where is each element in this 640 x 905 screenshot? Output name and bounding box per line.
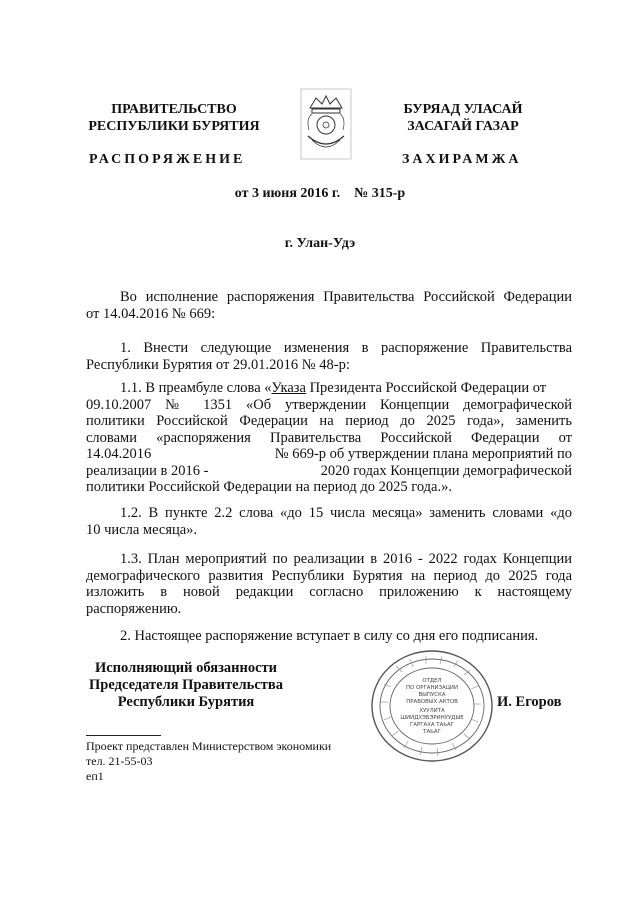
stamp-line-2: ПО ОРГАНИЗАЦИИ <box>406 685 458 691</box>
coat-of-arms-emblem <box>300 88 352 160</box>
org-name-bur-line1: БУРЯАД УЛАСАЙ <box>403 102 523 117</box>
org-name-bur <box>383 101 543 135</box>
doc-type-bur: ЗАХИРАМЖА <box>402 152 522 167</box>
p1-line-1: 1. Внести следующие изменения в распоряжение Правительства <box>120 340 572 356</box>
footer-divider <box>86 735 161 736</box>
stamp-line-5: ХУУЛИТА <box>419 708 445 714</box>
p12-line-2: 10 числа месяца». <box>86 521 198 538</box>
official-stamp <box>366 646 498 766</box>
intro-paragraph <box>86 289 572 322</box>
org-name-ru-line1: ПРАВИТЕЛЬСТВО <box>111 102 237 117</box>
org-name-bur-line2: ЗАСАГАЙ ГАЗАР <box>407 119 519 134</box>
paragraph-1-1 <box>86 380 572 496</box>
intro-line-2: от 14.04.2016 № 669: <box>86 305 216 322</box>
stamp-line-1: ОТДЕЛ <box>422 678 442 684</box>
p12-line-1: 1.2. В пункте 2.2 слова «до 15 числа месяца» заменить словами «до <box>120 505 572 521</box>
stamp-line-7: ГАРГАХА ТАЬАГ <box>410 722 454 728</box>
signatory-title-line1: Исполняющий обязанности <box>94 660 278 676</box>
p11-line-6-b: 2020 годах Концепции демографической <box>320 462 572 479</box>
p11-line-7: политики Российской Федерации на период до 2025 года.». <box>86 479 452 495</box>
p11-line-1-a: 1.1. В преамбуле слова « <box>120 380 272 396</box>
signatory-title-line3: Республики Бурятия <box>117 694 255 710</box>
signatory-title <box>86 660 286 711</box>
p13-line-3: изложить в новой редакции согласно приложению к настоящему <box>86 584 572 600</box>
stamp-line-6: ШИИДХЭБЭРИНУУДЫЕ <box>400 715 464 721</box>
signatory-name: И. Егоров <box>497 694 562 710</box>
footer-note <box>86 739 331 784</box>
p11-line-1 <box>86 380 572 397</box>
intro-line-1: Во исполнение распоряжения Правительства Российской Федерации <box>120 289 572 305</box>
p11-decree-link-text: Указа <box>271 380 306 396</box>
p11-line-6-a: реализации в 2016 - <box>86 462 209 479</box>
stamp-line-4: ПРАВОВЫХ АКТОВ <box>406 699 458 705</box>
p11-line-6 <box>86 463 572 480</box>
p2-line-1: 2. Настоящее распоряжение вступает в силу со дня его подписания. <box>120 628 539 644</box>
paragraph-1-2 <box>86 505 572 538</box>
city: г. Улан-Удэ <box>284 236 356 251</box>
p13-line-4: распоряжению. <box>86 600 182 617</box>
footer-line-2: тел. 21-55-03 <box>86 754 153 768</box>
stamp-line-8: ТАЬАГ <box>423 729 441 735</box>
doc-type-ru: РАСПОРЯЖЕНИЕ <box>89 152 246 167</box>
p11-line-1-b: Президента Российской Федерации от <box>305 380 547 396</box>
p11-line-3: политики Российской Федерации на период до 2025 года», заменить <box>86 413 572 429</box>
p11-line-4: словами «распоряжения Правительства Российской Федерации от <box>86 429 572 446</box>
p13-line-1: 1.3. План мероприятий по реализации в 2016 - 2022 годах Концепции <box>120 551 572 567</box>
signatory-title-line2: Председателя Правительства <box>89 677 283 693</box>
stamp-line-3: ВЫПУСКА <box>418 692 446 698</box>
org-name-ru <box>86 101 262 135</box>
p13-line-2: демографического развития Республики Бурятия на период до 2025 года <box>86 567 572 584</box>
date-number: от 3 июня 2016 г. № 315-р <box>234 186 406 201</box>
paragraph-1 <box>86 340 572 373</box>
p1-line-2: Республики Бурятия от 29.01.2016 № 48-р: <box>86 356 350 373</box>
p11-line-5-a: 14.04.2016 <box>86 446 152 462</box>
paragraph-1-3 <box>86 551 572 617</box>
p11-line-5 <box>86 446 572 463</box>
footer-line-1: Проект представлен Министерством экономики <box>86 739 332 753</box>
paragraph-2 <box>86 628 572 645</box>
footer-line-3: еп1 <box>86 769 104 783</box>
p11-line-2: 09.10.2007 № 1351 «Об утверждении Концепции демографической <box>86 396 572 413</box>
org-name-ru-line2: РЕСПУБЛИКИ БУРЯТИЯ <box>88 119 260 134</box>
p11-line-5-b: № 669-р об утверждении плана мероприятий по <box>274 446 572 462</box>
